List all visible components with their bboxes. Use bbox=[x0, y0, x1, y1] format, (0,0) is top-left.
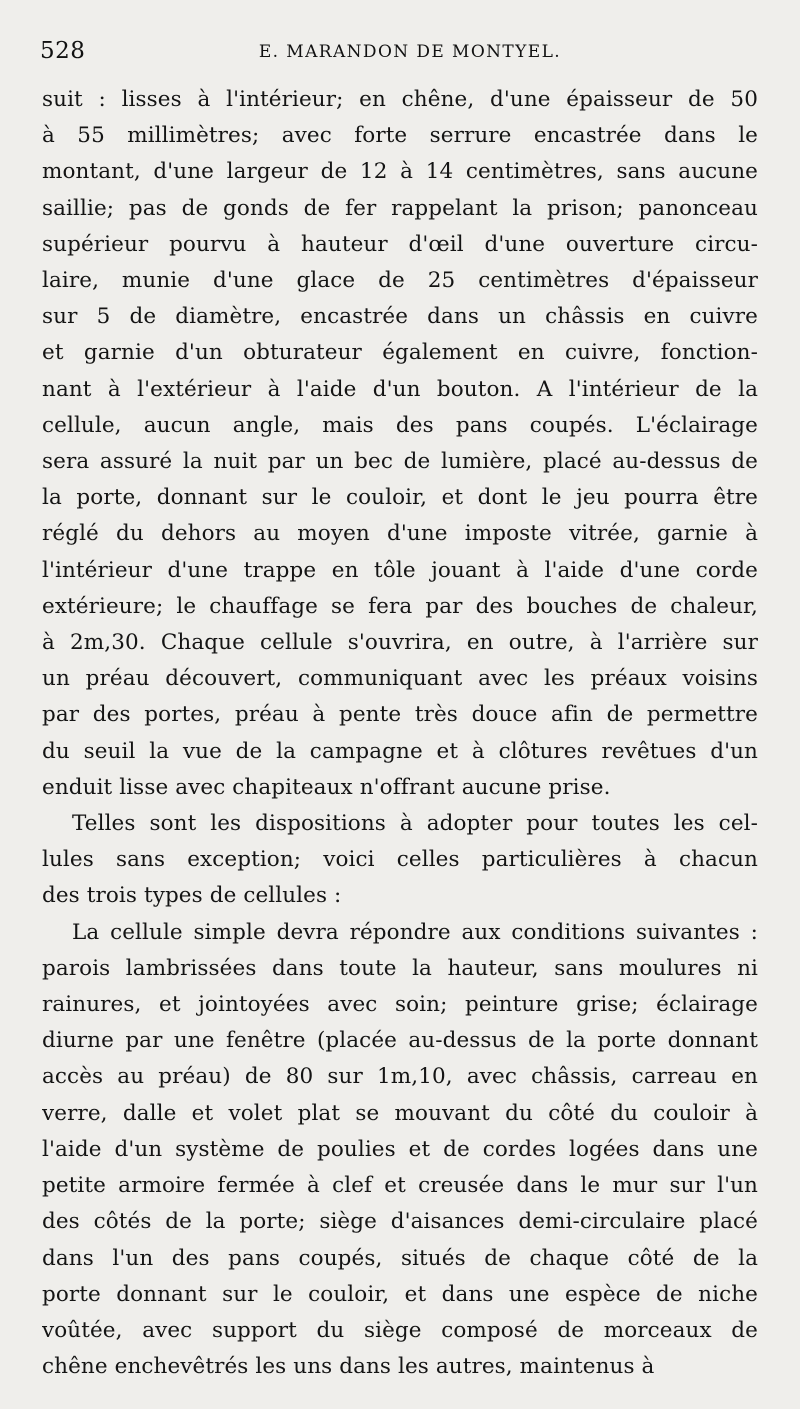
text-line: sera assuré la nuit par un bec de lumière, placé au-dessus de bbox=[42, 449, 758, 475]
text-line: à 2m,30. Chaque cellule s'ouvrira, en outre, à l'arrière sur bbox=[42, 630, 758, 656]
paragraph bbox=[42, 82, 758, 806]
paragraph bbox=[42, 806, 758, 915]
text-line: verre, dalle et volet plat se mouvant du côté du couloir à bbox=[42, 1100, 758, 1126]
text-line: montant, d'une largeur de 12 à 14 centimètres, sans aucune bbox=[42, 159, 758, 185]
text-line: voûtée, avec support du siège composé de morceaux de bbox=[42, 1317, 758, 1343]
text-line: l'aide d'un système de poulies et de cordes logées dans une bbox=[42, 1136, 758, 1162]
text-line: l'intérieur d'une trappe en tôle jouant à l'aide d'une corde bbox=[42, 557, 758, 583]
text-line: Telles sont les dispositions à adopter pour toutes les cel- bbox=[72, 811, 758, 837]
text-line: un préau découvert, communiquant avec les préaux voisins bbox=[42, 666, 758, 692]
text-line: petite armoire fermée à clef et creusée dans le mur sur l'un bbox=[42, 1173, 758, 1199]
text-line: par des portes, préau à pente très douce afin de permettre bbox=[42, 702, 758, 728]
text-line: chêne enchevêtrés les uns dans les autres, maintenus à bbox=[42, 1354, 655, 1380]
body-text bbox=[42, 82, 758, 1385]
text-line: lules sans exception; voici celles particulières à chacun bbox=[42, 847, 758, 873]
text-line: sur 5 de diamètre, encastrée dans un châssis en cuivre bbox=[42, 304, 758, 330]
text-line: supérieur pourvu à hauteur d'œil d'une ouverture circu- bbox=[42, 231, 758, 257]
text-line: rainures, et jointoyées avec soin; peinture grise; éclairage bbox=[42, 992, 758, 1018]
text-line: porte donnant sur le couloir, et dans une espèce de niche bbox=[42, 1281, 758, 1307]
text-line: du seuil la vue de la campagne et à clôtures revêtues d'un bbox=[42, 738, 758, 764]
running-title: E. MARANDON DE MONTYEL. bbox=[258, 42, 562, 62]
text-line: La cellule simple devra répondre aux conditions suivantes : bbox=[72, 919, 758, 945]
text-line: extérieure; le chauffage se fera par des bouches de chaleur, bbox=[42, 593, 758, 619]
text-line: des côtés de la porte; siège d'aisances demi-circulaire placé bbox=[42, 1209, 758, 1235]
text-line: à 55 millimètres; avec forte serrure encastrée dans le bbox=[42, 123, 758, 149]
text-line: des trois types de cellules : bbox=[42, 883, 342, 909]
text-line: laire, munie d'une glace de 25 centimètres d'épaisseur bbox=[42, 268, 758, 294]
text-line: cellule, aucun angle, mais des pans coupés. L'éclairage bbox=[42, 412, 758, 438]
text-line: enduit lisse avec chapiteaux n'offrant aucune prise. bbox=[42, 774, 611, 800]
text-line: réglé du dehors au moyen d'une imposte vitrée, garnie à bbox=[42, 521, 758, 547]
paragraph bbox=[42, 915, 758, 1386]
text-line: accès au préau) de 80 sur 1m,10, avec châssis, carreau en bbox=[42, 1064, 758, 1090]
page-number: 528 bbox=[40, 38, 86, 64]
text-line: et garnie d'un obturateur également en cuivre, fonction- bbox=[42, 340, 758, 366]
text-line: nant à l'extérieur à l'aide d'un bouton. A l'intérieur de la bbox=[42, 376, 758, 402]
text-line: parois lambrissées dans toute la hauteur, sans moulures ni bbox=[42, 955, 758, 981]
text-line: dans l'un des pans coupés, situés de chaque côté de la bbox=[42, 1245, 758, 1271]
text-line: suit : lisses à l'intérieur; en chêne, d'une épaisseur de 50 bbox=[42, 87, 758, 112]
text-line: diurne par une fenêtre (placée au-dessus de la porte donnant bbox=[42, 1028, 758, 1054]
page-header bbox=[40, 38, 750, 68]
text-line: saillie; pas de gonds de fer rappelant la prison; panonceau bbox=[42, 195, 758, 221]
text-line: la porte, donnant sur le couloir, et dont le jeu pourra être bbox=[42, 485, 758, 511]
